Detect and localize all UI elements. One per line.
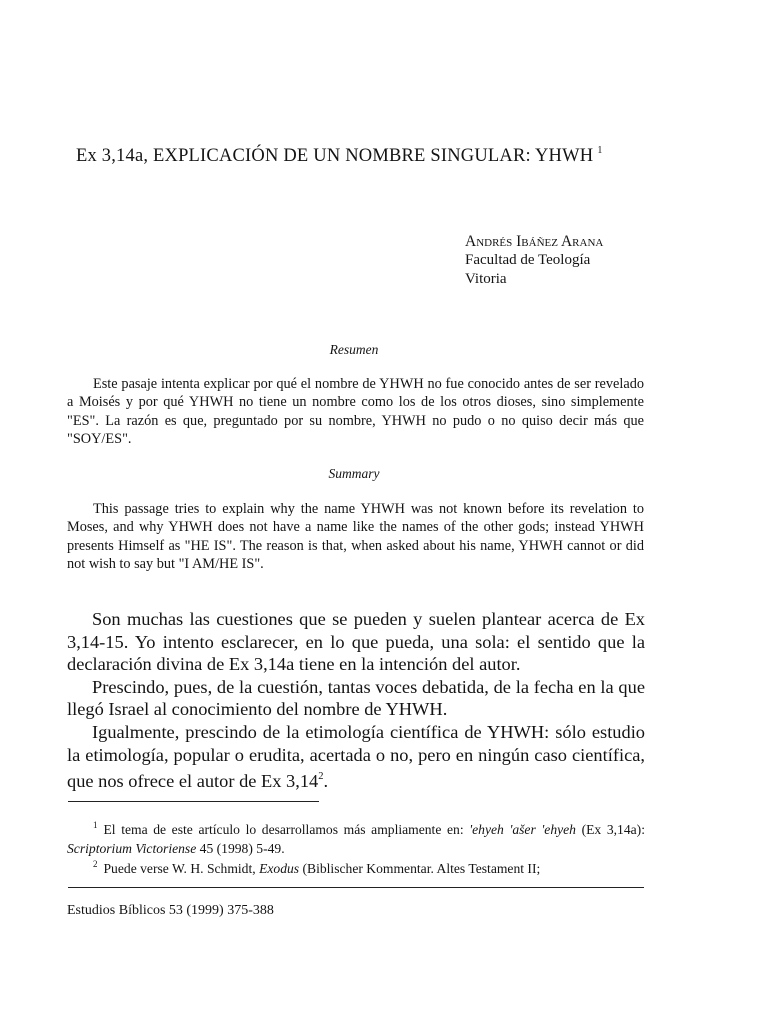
footnote-2-italic-title: Exodus	[259, 861, 300, 876]
title-footnote-ref[interactable]: 1	[597, 145, 603, 156]
footnote-1-journal: Scriptorium Victoriense	[67, 840, 197, 856]
footnote-2-tail: (Biblischer Kommentar. Altes Testament II;	[299, 861, 541, 876]
journal-citation: Estudios Bíblicos 53 (1999) 375-388	[67, 903, 274, 918]
footnote-1-tail: 45 (1998) 5-49.	[196, 840, 285, 856]
article-title	[76, 145, 716, 167]
footnote-1-lead: El tema de este artículo lo desarrollamos más ampliamente en:	[103, 822, 470, 837]
author-institution: Facultad de Teología	[465, 252, 591, 268]
abstract-en-text: This passage tries to explain why the name YHWH was not known before its revelation to Moses, and why YHWH does not have a name like the names of the other gods; instead YHWH presents Himself as "HE IS". The reason is that, when asked about his name, YHWH cannot or did not wish to say but "I AM/HE IS".	[67, 501, 644, 572]
footnote-2-number: 2	[93, 859, 98, 869]
abstract-es-text: Este pasaje intenta explicar por qué el nombre de YHWH no fue conocido antes de ser revelado a Moisés y por qué YHWH no tiene un nombre como los de los otros dioses, sino simplemente "ES". La razón es que, preguntado por su nombre, YHWH no pudo o no quiso decir más que "SOY/ES".	[67, 376, 644, 447]
footnote-1-italic-title: 'ehyeh 'ašer 'ehyeh	[469, 822, 576, 837]
body-paragraph-3-text: Igualmente, prescindo de la etimología científica de YHWH: sólo estudio la etimología, popular o erudita, acertada o no, pero en ningún caso científica, que nos ofrece el autor de Ex 3,14	[67, 721, 645, 792]
footnote-separator	[68, 801, 319, 802]
body-paragraph-3-end: .	[323, 771, 329, 792]
footnote-1	[67, 816, 645, 858]
author-city: Vitoria	[465, 271, 507, 287]
footer-rule	[68, 887, 644, 888]
abstract-en-heading: Summary	[328, 466, 380, 481]
body-text	[67, 608, 645, 793]
footnote-1-mid: (Ex 3,14a):	[575, 822, 645, 837]
footnote-1-number: 1	[93, 820, 98, 830]
body-paragraph-3	[67, 721, 645, 793]
footnote-ref-2[interactable]: 2	[318, 771, 324, 783]
author-name: Andrés Ibáñez Arana	[465, 233, 604, 250]
author-block	[465, 232, 603, 289]
footnote-2-lead: Puede verse W. H. Schmidt,	[103, 861, 260, 876]
article-title-text: Ex 3,14a, EXPLICACIÓN DE UN NOMBRE SINGULAR: YHWH	[76, 146, 594, 166]
footnote-2	[67, 855, 645, 879]
body-paragraph-2: Prescindo, pues, de la cuestión, tantas voces debatida, de la fecha en la que llegó Israel al conocimiento del nombre de YHWH.	[67, 676, 645, 720]
abstract-es-heading: Resumen	[329, 342, 379, 357]
body-paragraph-1: Son muchas las cuestiones que se pueden y suelen plantear acerca de Ex 3,14-15. Yo intento esclarecer, en lo que pueda, una sola: el sentido que la declaración divina de Ex 3,14a tiene en la intención del autor.	[67, 609, 645, 675]
